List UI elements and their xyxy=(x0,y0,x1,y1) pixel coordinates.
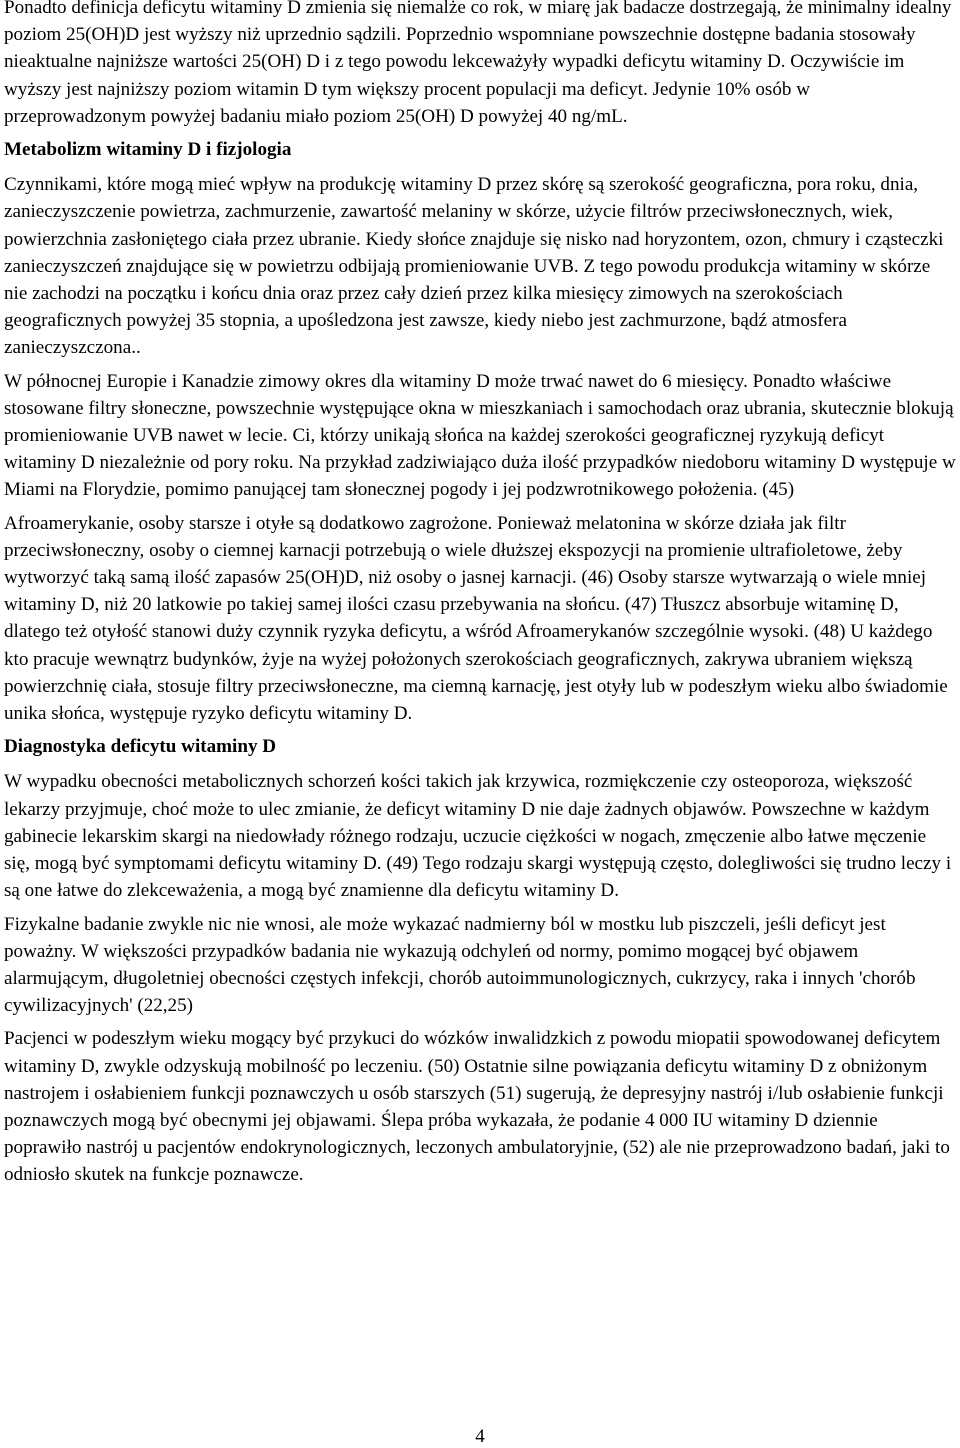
paragraph-diagnostics-symptoms: W wypadku obecności metabolicznych schorzeń kości takich jak krzywica, rozmiękczenie czy osteoporoza, większość lekarzy przyjmuje, choć może to ulec zmianie, że deficyt witaminy D nie daje żadnych objawów. Powszechne w każdym gabinecie lekarskim skargi na niedowłady różnego rodzaju, uczucie ciężkości w nogach, zmęczenie albo łatwe męczenie się, mogą być symptomami deficytu witaminy D. (49) Tego rodzaju skargi występują często, dolegliwości się trudno leczy i są one łatwe do zlekceważenia, a mogą być znamienne dla deficytu witaminy D. xyxy=(4,771,952,902)
document-content xyxy=(4,0,956,1189)
paragraph-risk-groups: Afroamerykanie, osoby starsze i otyłe są dodatkowo zagrożone. Ponieważ melatonina w skórze działa jak filtr przeciwsłoneczny, osoby o ciemnej karnacji potrzebują o wiele dłuższej ekspozycji na promienie ultrafioletowe, żeby wytworzyć taką samą ilość zapasów 25(OH)D, niż osoby o jasnej karnacji. (46) Osoby starsze wytwarzają o wiele mniej witaminy D, niż 20 latkowie po takiej samej ilości czasu przebywania na słońcu. (47) Tłuszcz absorbuje witaminę D, dlatego też otyłość stanowi duży czynnik ryzyka deficytu, a wśród Afroamerykanów szczególnie wysoki. (48) U każdego kto pracuje wewnątrz budynków, żyje na wyżej położonych szerokościach geograficznych, zakrywa ubraniem większą powierzchnię ciała, stosuje filtry przeciwsłoneczne, ma ciemną karnację, jest otyły lub w podeszłym wieku albo świadomie unika słońca, występuje ryzyko deficytu witaminy D. xyxy=(4,512,948,725)
paragraph-physical-exam: Fizykalne badanie zwykle nic nie wnosi, ale może wykazać nadmierny ból w mostku lub piszczeli, jeśli deficyt jest poważny. W większości przypadków badania nie wykazują odchyleń od normy, pomimo mogącej być objawem alarmującym, długoletniej obecności częstych infekcji, chorób autoimmunologicznych, cukrzycy, raka i innych 'chorób cywilizacyjnych' (22,25) xyxy=(4,913,916,1017)
paragraph-metabolism-factors: Czynnikami, które mogą mieć wpływ na produkcję witaminy D przez skórę są szerokość geograficzna, pora roku, dnia, zanieczyszczenie powietrza, zachmurzenie, zawartość melaniny w skórze, użycie filtrów przeciwsłonecznych, wiek, powierzchnia zasłoniętego ciała przez ubranie. Kiedy słońce znajduje się nisko nad horyzontem, ozon, chmury i cząsteczki zanieczyszczeń znajdujące się w powietrzu odbijają promieniowanie UVB. Z tego powodu produkcja witaminy w skórze nie zachodzi na początku i końcu dnia oraz przez cały dzień przez kilka miesięcy zimowych na szerokościach geograficznych powyżej 35 stopnia, a upośledzona jest zawsze, kiedy niebo jest zachmurzone, bądź atmosfera zanieczyszczona.. xyxy=(4,174,944,359)
paragraph-elderly-patients: Pacjenci w podeszłym wieku mogący być przykuci do wózków inwalidzkich z powodu miopatii spowodowanej deficytem witaminy D, zwykle odzyskują mobilność po leczeniu. (50) Ostatnie silne powiązania deficytu witaminy D z obniżonym nastrojem i osłabieniem funkcji poznawczych u osób starszych (51) sugerują, że depresyjny nastrój i/lub osłabienie funkcji poznawczych mogą być obecnymi jej objawami. Ślepa próba wykazała, że podanie 4 000 IU witaminy D dziennie poprawiło nastrój u pacjentów endokrynologicznych, leczonych ambulatoryjnie, (52) ale nie przeprowadzono badań, jaki to odniosło skutek na funkcje poznawcze. xyxy=(4,1028,950,1186)
heading-metabolism: Metabolizm witaminy D i fizjologia xyxy=(4,139,292,161)
paragraph-winter-period: W północnej Europie i Kanadzie zimowy okres dla witaminy D może trwać nawet do 6 miesięcy. Ponadto właściwe stosowane filtry słoneczne, powszechnie występujące okna w mieszkaniach i samochodach oraz ubrania, skutecznie blokują promieniowanie UVB nawet w lecie. Ci, którzy unikają słońca na każdej szerokości geograficznej ryzykują deficyt witaminy D niezależnie od pory roku. Na przykład zadziwiająco duża ilość przypadków niedoboru witaminy D występuje w Miami na Florydzie, pomimo panującej tam słonecznej pogody i jej podzwrotnikowego położenia. (45) xyxy=(4,370,956,501)
page-number: 4 xyxy=(475,1426,485,1447)
heading-diagnostics: Diagnostyka deficytu witaminy D xyxy=(4,736,277,758)
paragraph-intro: Ponadto definicja deficytu witaminy D zmienia się niemalże co rok, w miarę jak badacze dostrzegają, że minimalny idealny poziom 25(OH)D jest wyższy niż uprzednio sądzili. Poprzednio wspomniane powszechnie dostępne badania stosowały nieaktualne najniższe wartości 25(OH) D i z tego powodu lekceważyły wypadki deficytu witaminy D. Oczywiście im wyższy jest najniższy poziom witamin D tym większy procent populacji ma deficyt. Jedynie 10% osób w przeprowadzonym powyżej badaniu miało poziom 25(OH) D powyżej 40 ng/mL. xyxy=(4,0,952,127)
